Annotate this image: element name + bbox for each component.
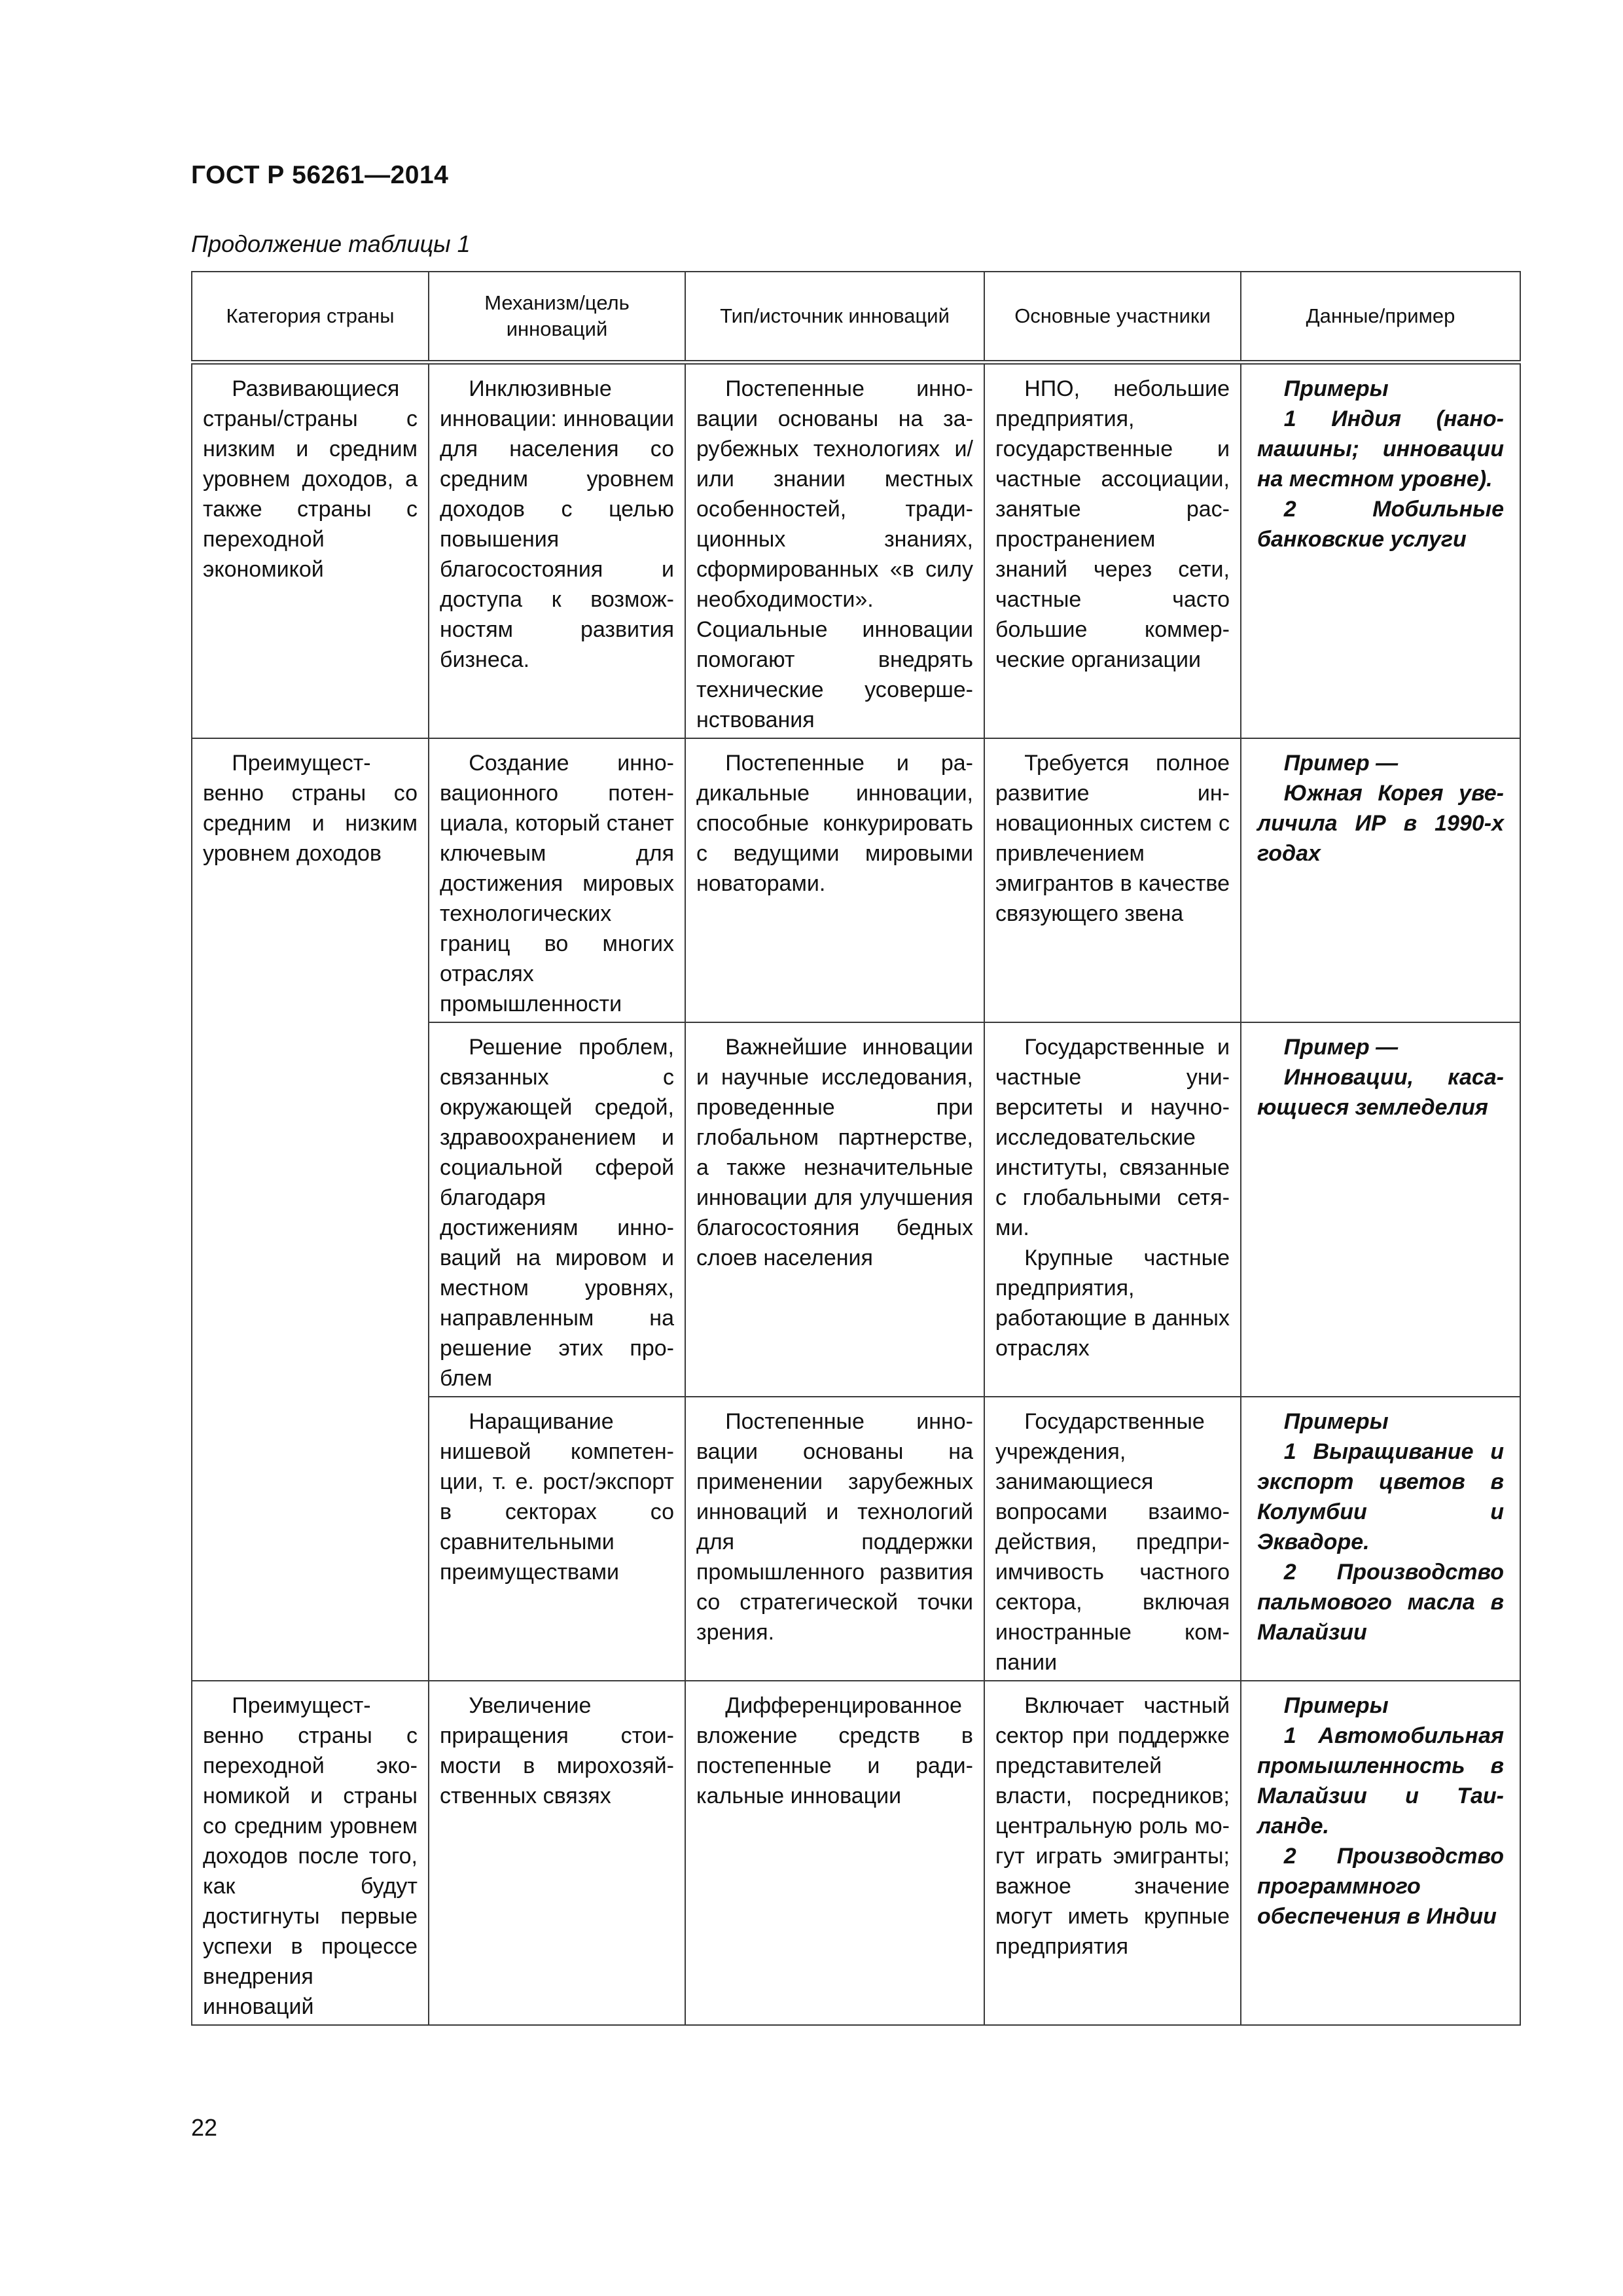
type-cell: Постепенные инновации основаны на применении зарубежных инноваций и технологий для поддержки промышленного развития со стратегической точки зрения. [685,1397,984,1681]
example-cell [1241,363,1520,739]
category-cell: Преимущественно страны со средним и низким уровнем доходов [192,738,429,1681]
type-cell: Дифференцированное вложение средств в постепенные и радикальные инновации [685,1681,984,2025]
mechanism-cell: Решение проблем, связанных с окружающей средой, здравоохранением и социальной сферой благодаря достижениям инноваций на мировом и местном уровнях, направленным на решение этих проблем [429,1022,685,1397]
column-header-category: Категория страны [192,272,429,363]
category-cell: Развивающиеся страны/страны с низким и средним уровнем доходов, а также страны с переходной экономикой [192,363,429,739]
category-cell: Преимущественно страны с переходной экономикой и страны со средним уровнем доходов после того, как будут достигнуты первые успехи в процессе внедрения инноваций [192,1681,429,2025]
mechanism-cell: Создание инновационного потенциала, который станет ключевым для достижения мировых технологических границ во многих отраслях промышленности [429,738,685,1022]
page-number: 22 [191,2114,218,2141]
example-item: 2 Производство программного обеспечения в Индии [1257,1844,1504,1929]
example-cell [1241,1022,1520,1397]
example-item: 1 Индия (наномашины; инновации на местном уровне). [1257,406,1504,492]
column-header-mechanism: Механизм/цель инноваций [429,272,685,363]
example-item: 1 Автомобильная промышленность в Малайзии и Таиланде. [1257,1723,1504,1839]
table-row [192,363,1520,739]
table-row [192,738,1520,1022]
example-cell [1241,1681,1520,2025]
example-item: Инновации, касающиеся земледелия [1257,1065,1504,1120]
innovation-table [191,271,1521,2026]
mechanism-cell: Инклюзивные инновации: инновации для населения со средним уровнем доходов с целью повышения благосостояния и доступа к возможностям развития бизнеса. [429,363,685,739]
example-title: Примеры [1283,1409,1389,1434]
type-cell: Важнейшие инновации и научные исследования, проведенные при глобальном партнерстве, а также незначительные инновации для улучшения благосостояния бедных слоев населения [685,1022,984,1397]
table-caption: Продолжение таблицы 1 [191,230,471,257]
example-cell [1241,1397,1520,1681]
standard-header: ГОСТ Р 56261—2014 [191,161,449,189]
participants-cell: НПО, небольшие предприятия, государственные и частные ассоциации, занятые распространением знаний через сети, частные часто большие коммерческие организации [984,363,1241,739]
example-title: Пример — [1283,751,1399,776]
table-row [192,1681,1520,2025]
example-item: 1 Выращивание и экспорт цветов в Колумбии и Эквадоре. [1257,1439,1504,1554]
column-header-example: Данные/пример [1241,272,1520,363]
example-title: Примеры [1283,376,1389,401]
type-cell: Постепенные инновации основаны на зарубежных технологиях и/или знании местных особенностей, традиционных знаниях, сформированных «в силу необходимости». Социальные инновации помогают внедрять технические усовершенствования [685,363,984,739]
participants-cell: Требуется полное развитие инновационных систем с привлечением эмигрантов в качестве связующего звена [984,738,1241,1022]
participants-cell: Государственные и частные университеты и научно-исследовательские институты, связанные с глобальными сетями. Крупные частные предприятия, работающие в данных отраслях [984,1022,1241,1397]
example-item: Южная Корея увеличила ИР в 1990-х годах [1257,781,1504,866]
example-cell [1241,738,1520,1022]
participants-cell: Включает частный сектор при поддержке представителей власти, посредников; центральную роль могут играть эмигранты; важное значение могут иметь крупные предприятия [984,1681,1241,2025]
column-header-participants: Основные участники [984,272,1241,363]
example-item: 2 Мобильные банковские услуги [1257,497,1504,552]
type-cell: Постепенные и радикальные инновации, способные конкурировать с ведущими мировыми новаторами. [685,738,984,1022]
example-item: 2 Производство пальмового масла в Малайзии [1257,1560,1504,1645]
mechanism-cell: Наращивание нишевой компетенции, т. е. рост/экспорт в секторах со сравнительными преимуществами [429,1397,685,1681]
example-title: Пример — [1283,1035,1399,1060]
column-header-type: Тип/источник инноваций [685,272,984,363]
participants-cell: Государственные учреждения, занимающиеся вопросами взаимодействия, предприимчивость частного сектора, включая иностранные компании [984,1397,1241,1681]
mechanism-cell: Увеличение приращения стоимости в мирохозяйственных связях [429,1681,685,2025]
table-header-row [192,272,1520,363]
example-title: Примеры [1283,1693,1389,1718]
